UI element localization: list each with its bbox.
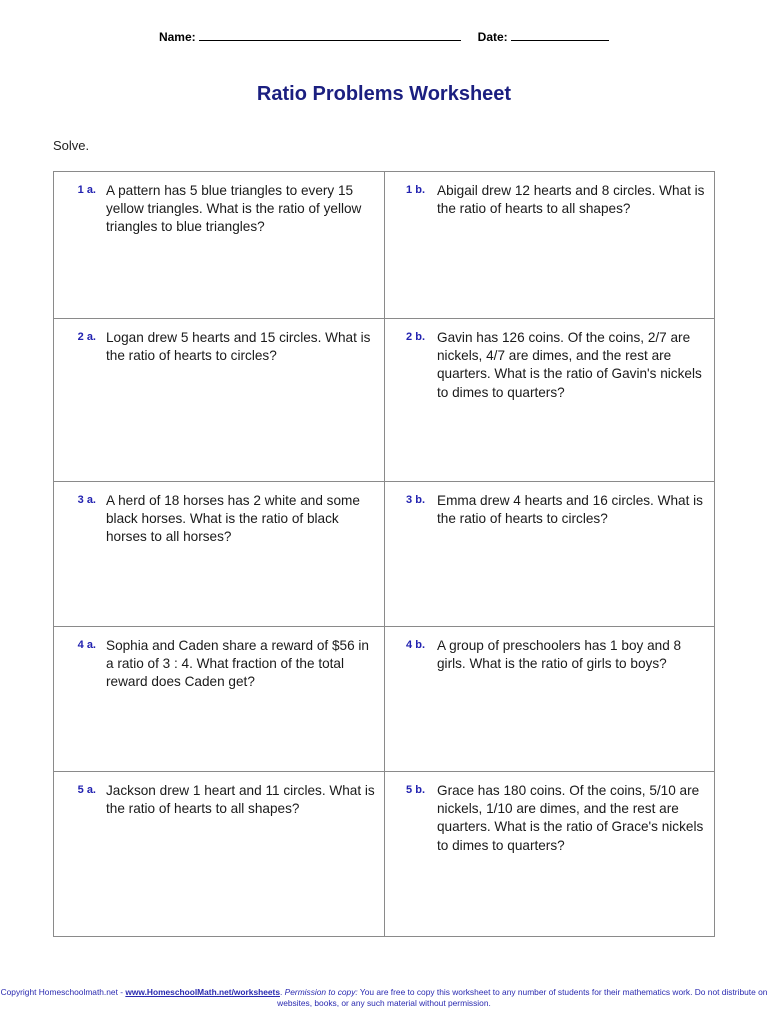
problem-cell-1b [385, 172, 715, 319]
worksheets-link[interactable]: www.HomeschoolMath.net/worksheets [125, 987, 280, 997]
instruction-text: Solve. [53, 138, 90, 153]
problem-label: 4 a. [77, 639, 96, 651]
problem-text: A pattern has 5 blue triangles to every 15 yellow triangles. What is the ratio of yellow triangles to blue triangles? [106, 183, 362, 235]
problems-grid [53, 171, 715, 937]
date-blank-line[interactable] [511, 29, 609, 41]
problem-cell-4a [54, 627, 385, 772]
problem-text: A group of preschoolers has 1 boy and 8 girls. What is the ratio of girls to boys? [437, 638, 682, 672]
copyright-text: Copyright Homeschoolmath.net - [0, 987, 126, 997]
problem-text: Grace has 180 coins. Of the coins, 5/10 are nickels, 1/10 are dimes, and the rest are quarters. What is the ratio of Grace's nickels to dimes to quarters? [437, 783, 704, 853]
problem-label: 3 b. [406, 494, 425, 506]
problem-cell-5a [54, 772, 385, 936]
problem-cell-2b [385, 319, 715, 482]
problem-cell-3b [385, 482, 715, 627]
problem-text: Sophia and Caden share a reward of $56 in a ratio of 3 : 4. What fraction of the total reward does Caden get? [106, 638, 369, 690]
problem-label: 5 a. [77, 784, 96, 796]
problem-label: 2 a. [77, 331, 96, 343]
problem-label: 4 b. [406, 639, 425, 651]
problem-cell-3a [54, 482, 385, 627]
problem-text: Jackson drew 1 heart and 11 circles. What is the ratio of hearts to all shapes? [106, 783, 375, 817]
permission-text: You are free to copy this worksheet to any number of students for their mathematics work. Do not distribute on websites, books, or any such material without permission. [277, 987, 768, 1008]
problem-cell-4b [385, 627, 715, 772]
problem-text: Gavin has 126 coins. Of the coins, 2/7 are nickels, 4/7 are dimes, and the rest are quarters. What is the ratio of Gavin's nickels to dimes to quarters? [437, 330, 702, 400]
problem-text: A herd of 18 horses has 2 white and some black horses. What is the ratio of black horses to all horses? [106, 493, 360, 545]
date-label: Date: [477, 30, 508, 44]
permission-label: Permission to copy: [284, 987, 358, 997]
worksheet-title: Ratio Problems Worksheet [256, 83, 512, 105]
problem-text: Logan drew 5 hearts and 15 circles. What is the ratio of hearts to circles? [106, 330, 371, 364]
problem-text: Emma drew 4 hearts and 16 circles. What is the ratio of hearts to circles? [437, 493, 703, 527]
problem-label: 5 b. [406, 784, 425, 796]
problem-label: 1 a. [77, 184, 96, 196]
problem-cell-2a [54, 319, 385, 482]
name-date-header [0, 29, 768, 44]
problem-text: Abigail drew 12 hearts and 8 circles. What is the ratio of hearts to all shapes? [437, 183, 705, 217]
copyright-footer [0, 987, 768, 1009]
problem-label: 3 a. [77, 494, 96, 506]
problem-cell-1a [54, 172, 385, 319]
problem-label: 1 b. [406, 184, 425, 196]
problem-cell-5b [385, 772, 715, 936]
name-label: Name: [158, 30, 196, 44]
footer-period: . [280, 987, 285, 997]
name-blank-line[interactable] [199, 29, 461, 41]
problem-label: 2 b. [406, 331, 425, 343]
